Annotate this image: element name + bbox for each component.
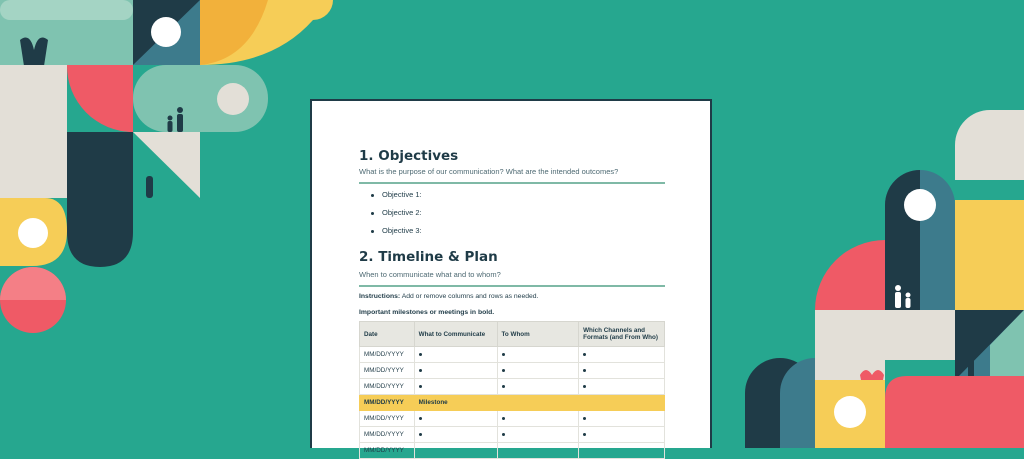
circle-icon [217,83,249,115]
timeline-heading: 2. Timeline & Plan [359,249,498,265]
instructions: Instructions: Add or remove columns and rows as needed. [359,293,539,300]
bullet-icon [583,385,586,388]
teal-block [955,310,1024,380]
cream-dome [955,120,1024,180]
bullet-icon [419,385,422,388]
table-row [360,363,665,379]
objective-item: Objective 1: [371,190,422,199]
timeline-subtitle: When to communicate what and to whom? [359,270,501,279]
bullet-icon [583,417,586,420]
date-cell: MM/DD/YYYY [360,347,415,363]
table-row [360,411,665,427]
table-header-row [360,322,665,347]
bullet-icon [502,369,505,372]
tulip-icon [860,370,884,395]
table-row [360,427,665,443]
header-channels: Which Channels and Formats (and From Who) [579,322,665,347]
date-cell: MM/DD/YYYY [360,411,415,427]
coral-hand [885,376,1024,448]
header-what: What to Communicate [414,322,497,347]
important-note: Important milestones or meetings in bold. [359,309,495,316]
table-row [360,443,665,459]
header-date: Date [360,322,415,347]
left-illustration [0,0,340,340]
navy-leaf [745,358,815,448]
bullet-icon [502,385,505,388]
date-cell: MM/DD/YYYY [360,427,415,443]
objectives-subtitle: What is the purpose of our communication? What are the intended outcomes? [359,167,619,176]
bullet-icon [419,417,422,420]
circle-icon [18,218,48,248]
bullet-icon [502,353,505,356]
objective-item: Objective 3: [371,226,422,235]
date-cell: MM/DD/YYYY [360,443,415,459]
bullet-icon [419,433,422,436]
date-cell: MM/DD/YYYY [360,363,415,379]
bullet-icon [502,433,505,436]
section-divider [359,285,665,287]
yellow-hand [955,200,1024,310]
bullet-icon [583,353,586,356]
bullet-icon [583,369,586,372]
objectives-heading: 1. Objectives [359,148,459,164]
bullet-icon [583,433,586,436]
milestone-label: Milestone [414,395,664,411]
bullet-icon [419,353,422,356]
date-cell: MM/DD/YYYY [360,395,415,411]
cream-triangle [133,132,200,198]
milestone-row [360,395,665,411]
circle-icon [151,17,181,47]
timeline-table [359,321,665,459]
bullet-icon [502,417,505,420]
coral-quarter [815,240,885,310]
circle-icon [904,189,936,221]
document-preview [310,99,712,454]
circle-icon [834,396,866,428]
section-divider [359,182,665,184]
table-row [360,379,665,395]
teal-arch [885,170,955,310]
yellow-block [815,380,885,448]
people-icon [895,285,911,308]
objective-item: Objective 2: [371,208,422,217]
stairs [870,310,955,360]
navy-arch [67,132,133,267]
header-to-whom: To Whom [497,322,579,347]
bullet-icon [419,369,422,372]
date-cell: MM/DD/YYYY [360,379,415,395]
table-row [360,347,665,363]
coral-quarter [67,65,133,132]
